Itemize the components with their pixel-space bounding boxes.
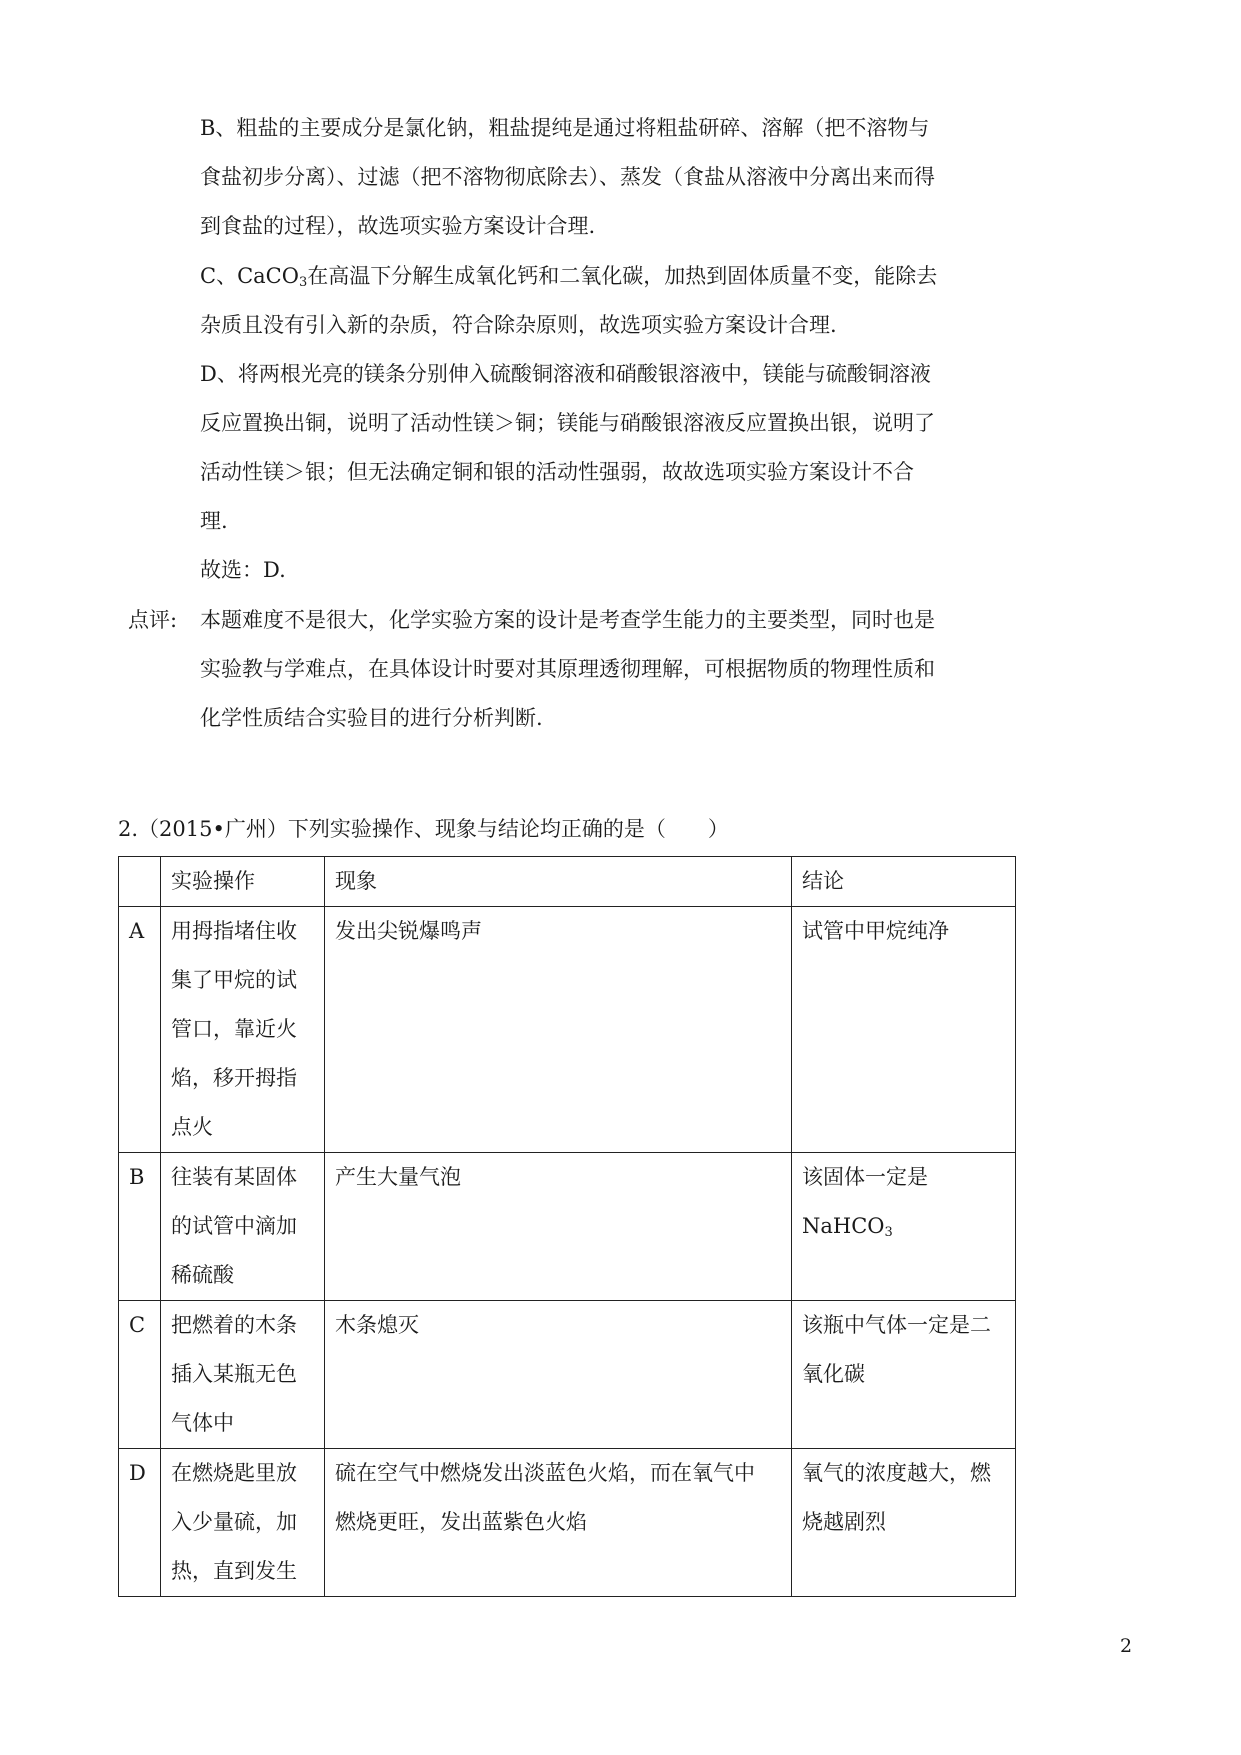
cell-line: 发出尖锐爆鸣声 (335, 919, 482, 943)
analysis-option-b (200, 104, 980, 251)
table-row (119, 1301, 1016, 1449)
question-text: 2.（2015•广州）下列实验操作、现象与结论均正确的是（ ） (118, 817, 729, 841)
text-line: 化学性质结合实验目的进行分析判断. (200, 706, 543, 730)
subscript: 3 (884, 1225, 893, 1240)
operation-cell (161, 1153, 325, 1301)
text-line: 活动性镁＞银；但无法确定铜和银的活动性强弱，故故选项实验方案设计不合 (200, 460, 914, 484)
phenomenon-cell (325, 1301, 792, 1449)
cell-line: 的试管中滴加 (171, 1214, 297, 1238)
cell-line: 试管中甲烷纯净 (802, 919, 949, 943)
cell-line: 氧气的浓度越大，燃 (802, 1461, 991, 1485)
operation-cell (161, 907, 325, 1153)
text-line: D、将两根光亮的镁条分别伸入硫酸铜溶液和硝酸银溶液中，镁能与硫酸铜溶液 (200, 362, 931, 386)
cell-line: 该固体一定是 (802, 1165, 928, 1189)
text-line: 到食盐的过程），故选项实验方案设计合理. (200, 214, 596, 238)
cell-line: 燃烧更旺，发出蓝紫色火焰 (335, 1510, 587, 1534)
page-number: 2 (1120, 1635, 1133, 1657)
cell-line: 木条熄灭 (335, 1313, 419, 1337)
answer-line: 故选：D. (200, 558, 286, 582)
header-cell (119, 857, 161, 907)
table-header-row (119, 857, 1016, 907)
table-row (119, 1449, 1016, 1597)
table-row (119, 1153, 1016, 1301)
cell-line: 把燃着的木条 (171, 1313, 297, 1337)
cell-line: 稀硫酸 (171, 1263, 234, 1287)
subscript: 3 (298, 275, 308, 290)
row-label: B (119, 1153, 161, 1301)
text-line: 反应置换出铜，说明了活动性镁＞铜；镁能与硝酸银溶液反应置换出银，说明了 (200, 411, 935, 435)
text-fragment: 在高温下分解生成氧化钙和二氧化碳，加热到固体质量不变，能除去 (307, 264, 938, 288)
text-line (200, 252, 980, 301)
phenomenon-cell (325, 907, 792, 1153)
analysis-option-d (200, 350, 980, 595)
phenomenon-cell (325, 1449, 792, 1597)
header-cell: 实验操作 (161, 857, 325, 907)
text-line: B、粗盐的主要成分是氯化钠，粗盐提纯是通过将粗盐研碎、溶解（把不溶物与 (200, 116, 930, 140)
answer-options-table (118, 856, 1016, 1597)
text-line: 食盐初步分离）、过滤（把不溶物彻底除去）、蒸发（食盐从溶液中分离出来而得 (200, 165, 935, 189)
cell-line (802, 1202, 1005, 1251)
cell-line: 往装有某固体 (171, 1165, 297, 1189)
text-line: 杂质且没有引入新的杂质，符合除杂原则，故选项实验方案设计合理. (200, 313, 837, 337)
analysis-option-c (200, 252, 980, 350)
cell-line: 用拇指堵住收 (171, 919, 297, 943)
row-label: C (119, 1301, 161, 1449)
phenomenon-cell (325, 1153, 792, 1301)
text-fragment: NaHCO (802, 1214, 885, 1238)
operation-cell (161, 1301, 325, 1449)
conclusion-cell (792, 1301, 1016, 1449)
text-fragment: C、CaCO (200, 264, 299, 288)
conclusion-cell (792, 1449, 1016, 1597)
cell-line: 该瓶中气体一定是二 (802, 1313, 991, 1337)
conclusion-cell (792, 1153, 1016, 1301)
cell-line: 硫在空气中燃烧发出淡蓝色火焰，而在氧气中 (335, 1461, 755, 1485)
operation-cell (161, 1449, 325, 1597)
table-row (119, 907, 1016, 1153)
cell-line: 插入某瓶无色 (171, 1362, 297, 1386)
text-line: 理. (200, 509, 228, 533)
text-line: 实验教与学难点，在具体设计时要对其原理透彻理解，可根据物质的物理性质和 (200, 657, 935, 681)
cell-line: 在燃烧匙里放 (171, 1461, 297, 1485)
comment-text (200, 596, 980, 743)
header-cell: 现象 (325, 857, 792, 907)
row-label: A (119, 907, 161, 1153)
text-line: 本题难度不是很大，化学实验方案的设计是考查学生能力的主要类型，同时也是 (200, 608, 935, 632)
cell-line: 集了甲烷的试 (171, 968, 297, 992)
cell-line: 气体中 (171, 1411, 234, 1435)
cell-line: 入少量硫，加 (171, 1510, 297, 1534)
row-label: D (119, 1449, 161, 1597)
cell-line: 产生大量气泡 (335, 1165, 461, 1189)
cell-line: 氧化碳 (802, 1362, 865, 1386)
conclusion-cell (792, 907, 1016, 1153)
cell-line: 点火 (171, 1115, 213, 1139)
cell-line: 热，直到发生 (171, 1559, 297, 1583)
comment-label: 点评: (128, 608, 178, 632)
cell-line: 管口，靠近火 (171, 1017, 297, 1041)
cell-line: 焰，移开拇指 (171, 1066, 297, 1090)
header-cell: 结论 (792, 857, 1016, 907)
cell-line: 烧越剧烈 (802, 1510, 886, 1534)
